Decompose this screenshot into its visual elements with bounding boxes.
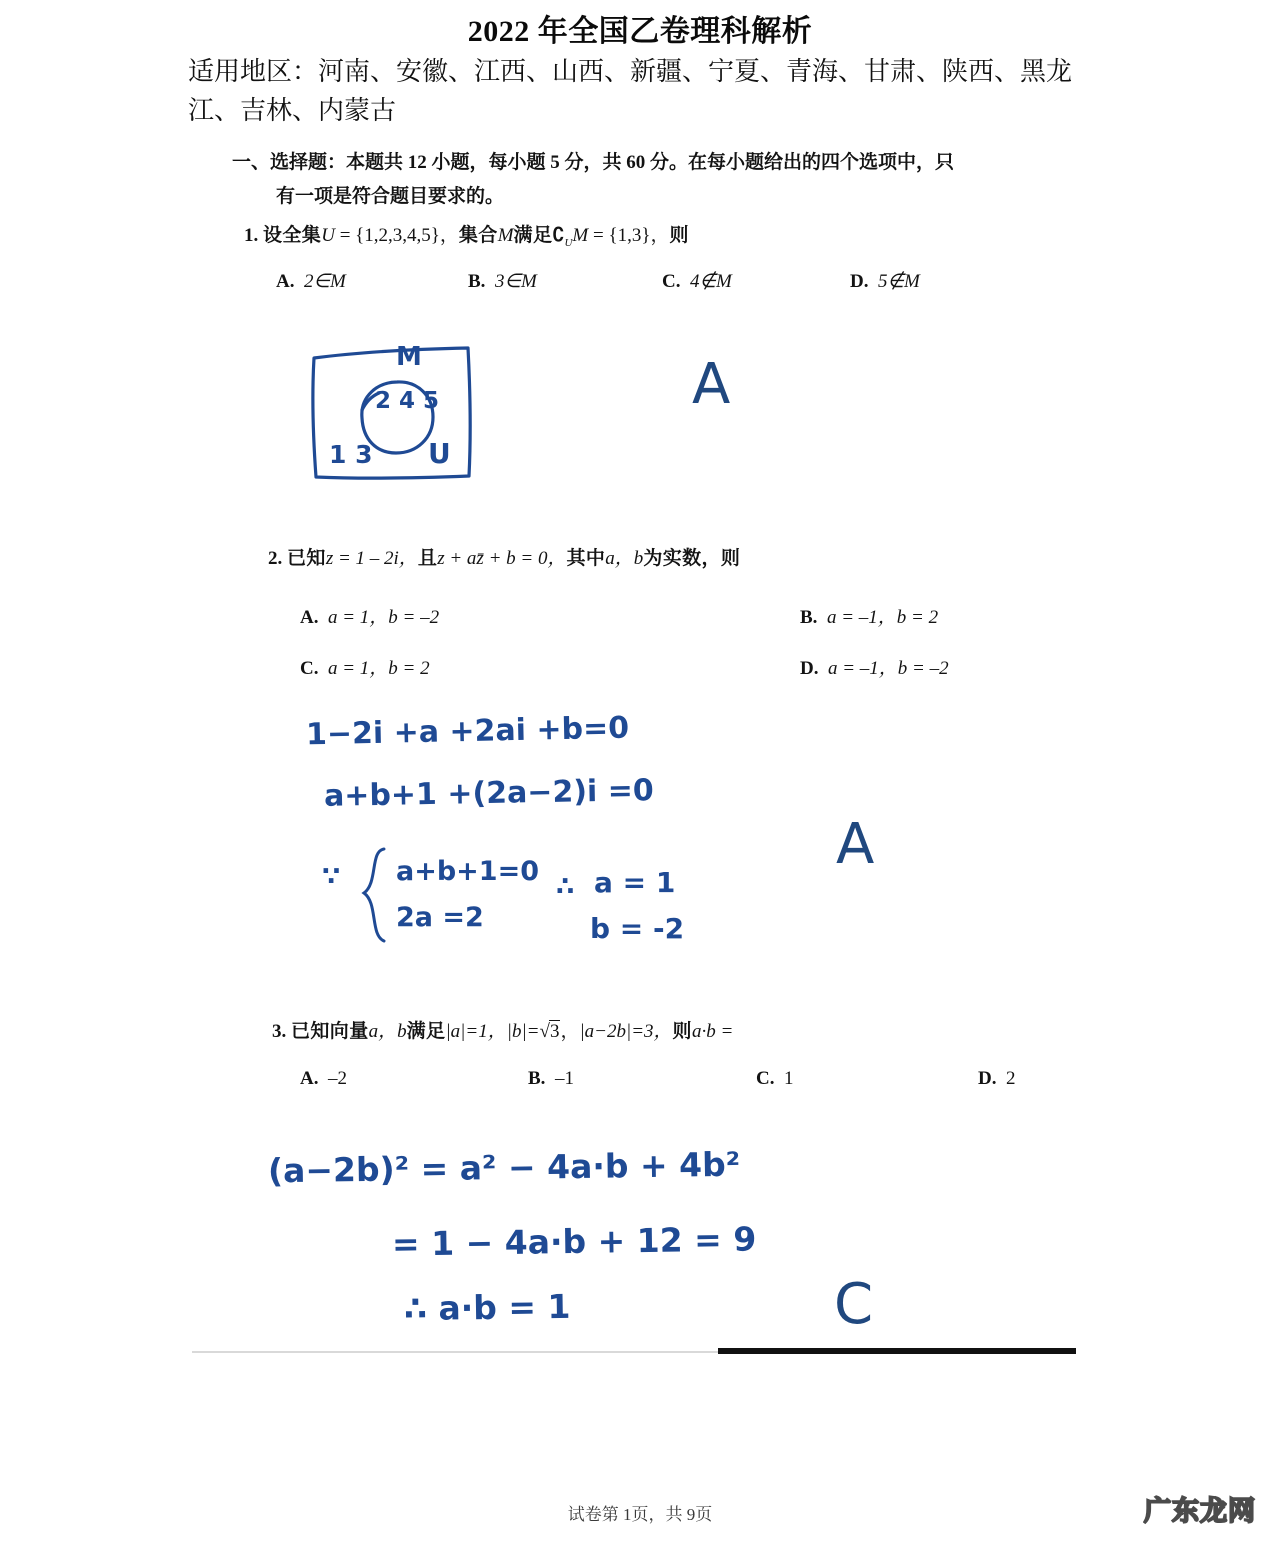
option-text: 3∈M <box>494 271 537 292</box>
question-3-condition-3: |a−2b|=3， <box>579 1021 673 1042</box>
option-label: A. <box>300 1068 319 1089</box>
question-1-stem <box>244 222 689 257</box>
question-3-work-line-2: = 1 − 4a·b + 12 = 9 <box>391 1219 757 1264</box>
question-2-where: 其中 <box>566 548 606 569</box>
question-1-options <box>276 270 920 293</box>
complement-symbol <box>552 222 572 257</box>
complement-subscript: U <box>564 236 573 249</box>
question-3-number: 3. <box>272 1021 287 1042</box>
option-text: 2 <box>1005 1068 1016 1089</box>
option-label: C. <box>756 1068 775 1089</box>
question-3-option-c[interactable] <box>756 1068 978 1090</box>
section-instructions <box>232 146 1092 214</box>
question-1-option-a[interactable] <box>276 270 468 293</box>
venn-set-label-m: M <box>396 342 422 372</box>
question-1-number: 1. <box>244 225 259 246</box>
question-1-stem-prefix: 设全集 <box>263 225 322 246</box>
option-text: a = –1，b = –2 <box>827 658 949 679</box>
question-2-work-line-2: a+b+1 +(2a−2)i =0 <box>323 773 655 814</box>
option-text: a = 1，b = 2 <box>327 658 430 679</box>
question-1-universe-var: U <box>321 225 335 246</box>
option-label: C. <box>662 271 681 292</box>
question-3-result: a·b = <box>691 1021 734 1042</box>
question-2-answer-mark: A <box>836 812 875 877</box>
section-instructions-line-1: 一、选择题：本题共 12 小题，每小题 5 分，共 60 分。在每小题给出的四个选项中，只 <box>232 152 955 173</box>
question-2-system-eq-1: a+b+1=0 <box>396 856 539 887</box>
question-1-satisfy-word: 满足 <box>513 225 553 246</box>
question-2-option-a[interactable] <box>300 602 800 629</box>
question-2-stem <box>268 545 740 573</box>
question-3-sqrt-radicand: 3 <box>549 1021 560 1042</box>
question-3-condition-2-pre: |b|= <box>506 1021 540 1042</box>
question-3-option-b[interactable] <box>528 1068 756 1090</box>
venn-outside-elements: 1 3 <box>329 440 373 469</box>
question-2-options-row-1 <box>300 602 938 629</box>
section-instructions-line-2: 有一项是符合题目要求的。 <box>276 186 505 207</box>
question-1-set-var: M <box>497 225 514 246</box>
question-1-option-d[interactable] <box>850 270 920 293</box>
question-3-option-d[interactable] <box>978 1068 1015 1090</box>
question-3-work-line-3: ∴ a·b = 1 <box>403 1286 571 1329</box>
question-3-stem <box>272 1018 733 1046</box>
question-2-brace-icon <box>358 845 392 945</box>
question-1-complement-set: M <box>572 225 589 246</box>
option-text: 1 <box>783 1068 794 1089</box>
watermark: 广东龙网 <box>1144 1496 1256 1527</box>
question-3-known: 已知向量 <box>291 1021 369 1042</box>
question-2-result-b: b = -2 <box>590 912 685 945</box>
question-3-option-a[interactable] <box>300 1068 528 1090</box>
option-text: –1 <box>554 1068 574 1089</box>
option-label: C. <box>300 658 319 679</box>
question-2-real-suffix: 为实数，则 <box>643 548 741 569</box>
footer-divider-dark <box>718 1348 1076 1354</box>
option-label: D. <box>800 658 819 679</box>
question-3-then: 则 <box>672 1021 692 1042</box>
applicable-regions-subtitle: 适用地区：河南、安徽、江西、山西、新疆、宁夏、青海、甘肃、陕西、黑龙江、吉林、内蒙古 <box>188 57 1073 125</box>
question-3-work-line-1: (a−2b)² = a² − 4a·b + 4b² <box>267 1144 741 1191</box>
question-1-universe-value: = {1,2,3,4,5}， <box>334 225 459 246</box>
option-label: B. <box>528 1068 546 1089</box>
option-label: D. <box>850 271 869 292</box>
question-1-complement-value: = {1,3}， <box>588 225 670 246</box>
question-2-work-line-1: 1−2i +a +2ai +b=0 <box>305 710 630 753</box>
question-3-satisfy: 满足 <box>406 1021 446 1042</box>
option-label: B. <box>800 607 818 628</box>
question-2-z-definition: z = 1 – 2i， <box>325 548 418 569</box>
question-3-answer-mark: C <box>834 1272 874 1337</box>
page-footer: 试卷第 1页，共 9页 <box>567 1505 713 1524</box>
question-1-set-word: 集合 <box>458 225 498 246</box>
question-2-option-d[interactable] <box>800 653 949 680</box>
question-3-condition-1: |a|=1， <box>445 1021 507 1042</box>
sqrt-icon: √ <box>539 1021 550 1042</box>
question-1-answer-mark: A <box>692 352 731 417</box>
complement-glyph: ∁ <box>552 225 565 246</box>
question-2-options-row-2 <box>300 653 949 680</box>
option-text: 5∉M <box>877 271 920 292</box>
venn-universe-label-u: U <box>428 437 451 470</box>
option-text: a = 1，b = –2 <box>327 607 440 628</box>
question-2-equation: z + az̄ + b = 0， <box>437 548 567 569</box>
footer-divider-light <box>192 1351 724 1353</box>
question-2-and: 且 <box>417 548 438 569</box>
question-2-therefore-symbol: ∴ <box>556 872 575 902</box>
question-3-vectors: a，b <box>368 1021 407 1042</box>
option-text: a = –1，b = 2 <box>826 607 939 628</box>
option-text: –2 <box>327 1068 347 1089</box>
option-label: A. <box>300 607 319 628</box>
question-1-option-c[interactable] <box>662 270 850 293</box>
option-label: D. <box>978 1068 997 1089</box>
question-2-option-c[interactable] <box>300 653 800 680</box>
option-label: A. <box>276 271 295 292</box>
question-1-stem-suffix: 则 <box>669 225 689 246</box>
page-title: 2022 年全国乙卷理科解析 <box>467 15 813 48</box>
question-2-number: 2. <box>268 548 283 569</box>
question-2-because-symbol: ∵ <box>322 862 341 892</box>
venn-inside-elements: 2 4 5 <box>375 388 440 414</box>
question-1-option-b[interactable] <box>468 270 662 293</box>
question-2-variables: a，b <box>605 548 644 569</box>
question-2-option-b[interactable] <box>800 602 938 629</box>
question-2-known: 已知 <box>287 548 326 569</box>
question-3-condition-2-post: ， <box>560 1021 580 1042</box>
option-label: B. <box>468 271 486 292</box>
question-2-result-a: a = 1 <box>594 866 676 899</box>
question-3-options <box>300 1068 1015 1090</box>
question-2-system-eq-2: 2a =2 <box>396 902 484 933</box>
option-text: 2∈M <box>303 271 346 292</box>
option-text: 4∉M <box>689 271 732 292</box>
